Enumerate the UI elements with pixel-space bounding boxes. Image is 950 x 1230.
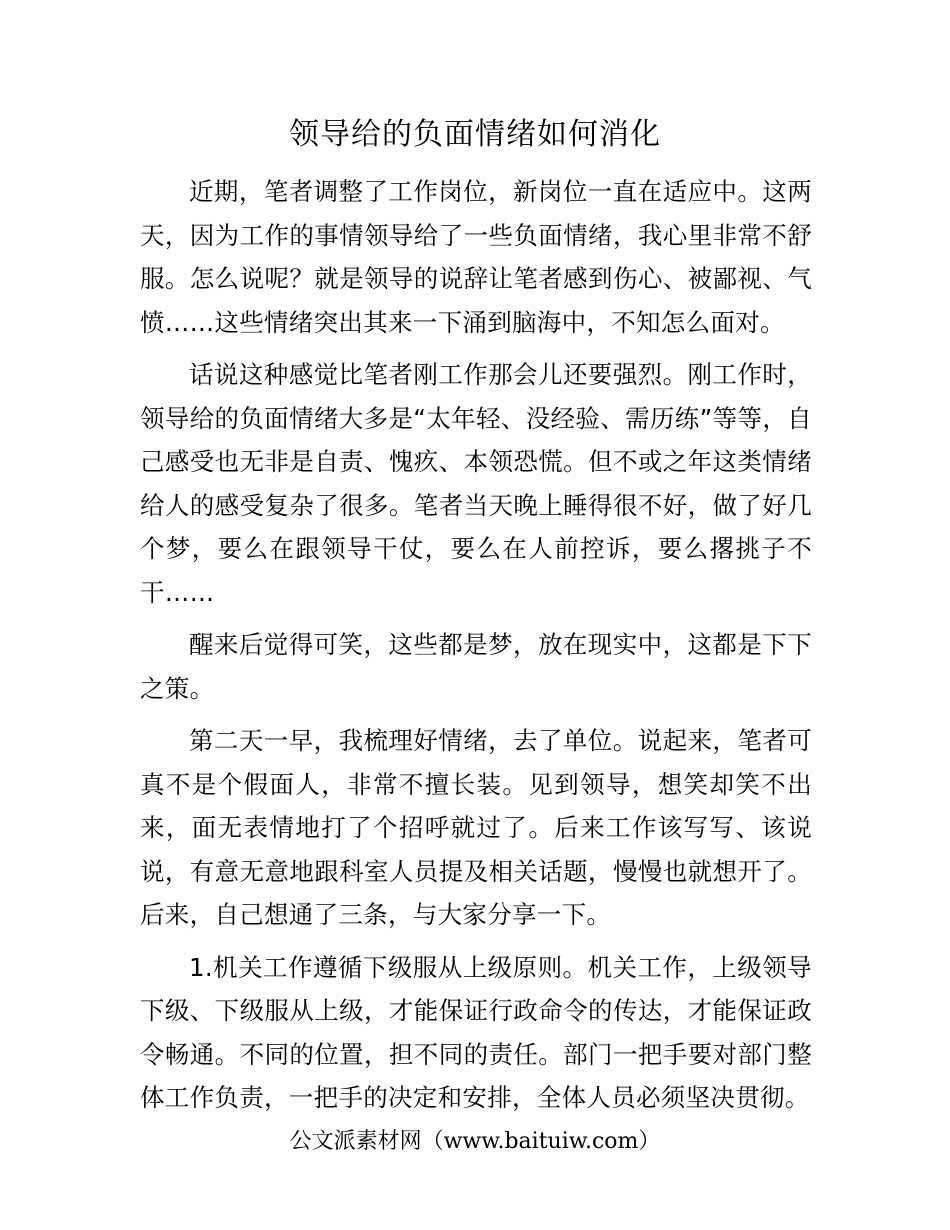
page-footer: 公文派素材网（www.baituiw.com） — [289, 1129, 661, 1154]
paragraph-5: 1.机关工作遵循下级服从上级原则。机关工作，上级领导下级、下级服从上级，才能保证行政命令的传达，才能保证政令畅通。不同的位置，担不同的责任。部门一把手要对部门整体工作负责，一把手的决定和安排，全体人员必须坚决贯彻。 — [140, 952, 812, 1112]
paragraph-4: 第二天一早，我梳理好情绪，去了单位。说起来，笔者可真不是个假面人，非常不擅长装。见到领导，想笑却笑不出来，面无表情地打了个招呼就过了。后来工作该写写、该说说，有意无意地跟科室人员提及相关话题，慢慢也就想开了。后来，自己想通了三条，与大家分享一下。 — [140, 726, 812, 929]
document-title: 领导给的负面情绪如何消化 — [289, 117, 661, 152]
paragraph-1: 近期，笔者调整了工作岗位，新岗位一直在适应中。这两天，因为工作的事情领导给了一些负面情绪，我心里非常不舒服。怎么说呢？就是领导的说辞让笔者感到伤心、被鄙视、气愤……这些情绪突出其来一下涌到脑海中，不知怎么面对。 — [140, 177, 812, 337]
paragraph-2: 话说这种感觉比笔者刚工作那会儿还要强烈。刚工作时，领导给的负面情绪大多是“太年轻、没经验、需历练”等等，自己感受也无非是自责、愧疚、本领恐慌。但不或之年这类情绪给人的感受复杂了很多。笔者当天晚上睡得很不好，做了好几个梦，要么在跟领导干仗，要么在人前控诉，要么撂挑子不干…… — [140, 360, 812, 607]
paragraph-3: 醒来后觉得可笑，这些都是梦，放在现实中，这都是下下之策。 — [140, 630, 812, 703]
document-body — [140, 170, 812, 1129]
